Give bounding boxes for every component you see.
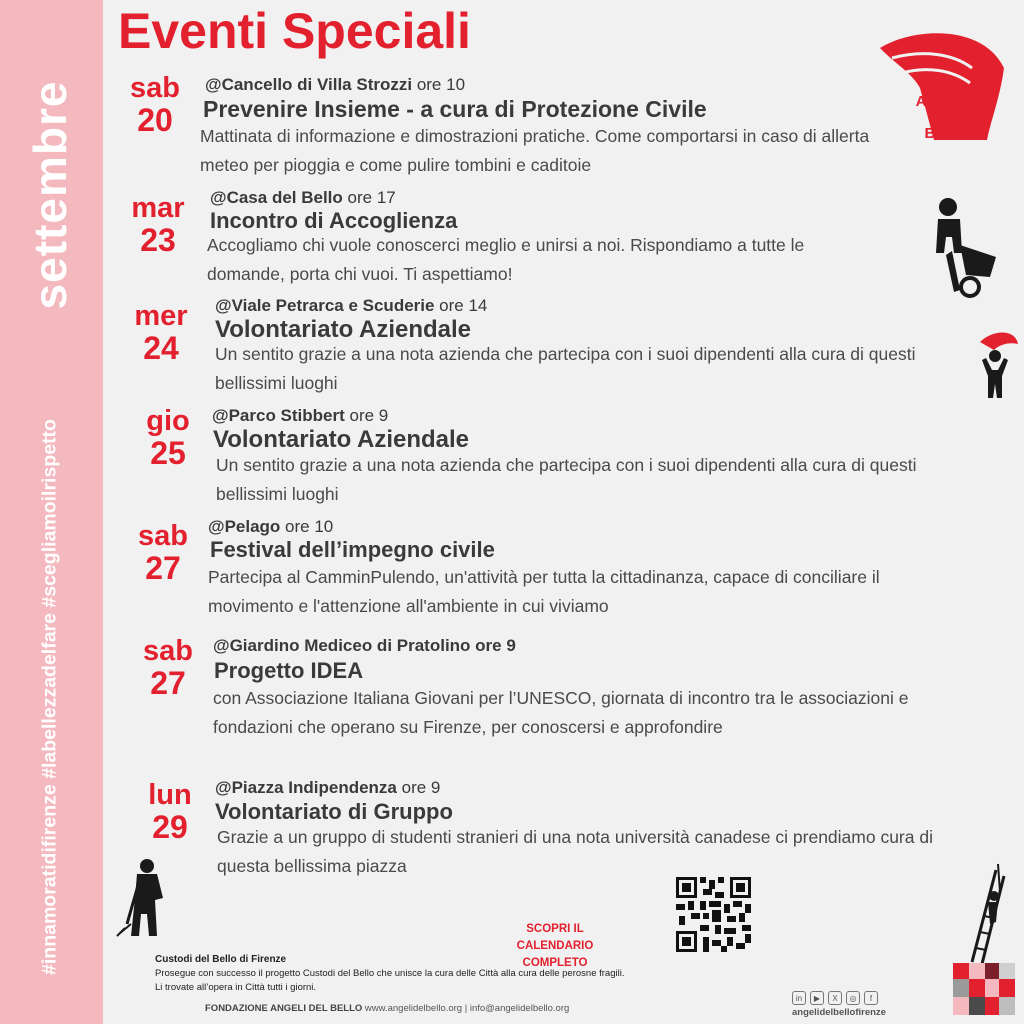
event-location <box>205 75 465 95</box>
hashtags: #innamoratidifirenze #labellezzadelfare #sceglia​moilrispetto <box>38 419 61 975</box>
event-date <box>118 193 198 257</box>
event-weekday: lun <box>148 779 192 811</box>
event-date <box>123 521 203 585</box>
event-time: ore 10 <box>280 517 334 536</box>
color-mosaic-decoration <box>953 963 1015 1015</box>
sidebar <box>0 0 103 1024</box>
event-title: Prevenire Insieme - a cura di Protezione Civile <box>203 96 707 122</box>
footer-title: Custodi del Bello di Firenze <box>155 954 287 965</box>
event-day-number: 25 <box>150 435 186 471</box>
social-handle: angelidelbellofirenze <box>792 1007 886 1018</box>
event-location <box>212 406 388 426</box>
cta-line-2: CALENDARIO COMPLETO <box>516 940 594 969</box>
x-icon[interactable]: X <box>828 991 842 1005</box>
event-title: Progetto IDEA <box>214 658 364 683</box>
event-time: ore 14 <box>434 296 488 315</box>
event-description: Un sentito grazie a una nota azienda che partecipa con i suoi dipendenti alla cura di questi bellissimi luoghi <box>216 455 917 504</box>
event-description: Un sentito grazie a una nota azienda che partecipa con i suoi dipendenti alla cura di questi bellissimi luoghi <box>215 344 916 393</box>
footer-line-1: Prosegue con successo il progetto Custodi del Bello che unisce la cura delle Città alla cura delle perosne fragili. <box>155 968 625 979</box>
footer-info <box>155 953 795 995</box>
event-day-number: 20 <box>137 102 173 138</box>
event-weekday: sab <box>138 520 188 552</box>
event-time: ore 9 <box>396 778 441 797</box>
event-title: Volontariato Aziendale <box>213 426 470 453</box>
event-description: Mattinata di informazione e dimostrazioni pratiche. Come comportarsi in caso di allerta meteo per pioggia e come pulire tombini e caditoie <box>200 126 870 175</box>
event-description: Partecipa al CamminPulendo, un'attività per tutta la cittadinanza, capace di conciliare il movimento e l'attenzione all'ambiente in cui viviamo <box>208 567 880 616</box>
event-title: Incontro di Accoglienza <box>210 208 458 233</box>
event-location <box>215 296 487 316</box>
linkedin-icon[interactable]: in <box>792 991 806 1005</box>
event-date <box>130 780 210 844</box>
logo-line-2: DEL <box>935 109 965 126</box>
event-description: Accogliamo chi vuole conoscerci meglio e unirsi a noi. Rispondiamo a tutte le domande, porta chi vuoi. Ti aspettiamo! <box>207 235 805 284</box>
event-weekday: sab <box>130 72 180 104</box>
event-weekday: sab <box>143 635 193 667</box>
month-label: settembre <box>24 80 76 310</box>
event-location <box>208 517 333 537</box>
facebook-icon[interactable]: f <box>864 991 878 1005</box>
foundation-name: FONDAZIONE ANGELI DEL BELLO <box>205 1003 363 1014</box>
event-day-number: 24 <box>143 330 179 366</box>
contact-links[interactable]: www.angelidelbello.org | info@angelidelbello.org <box>362 1003 570 1014</box>
event-weekday: mar <box>131 192 185 224</box>
event-title: Festival dell’impegno civile <box>210 537 495 562</box>
event-place: @Casa del Bello <box>210 188 343 207</box>
angeli-del-bello-logo <box>872 28 1007 148</box>
page-title: Eventi Speciali <box>118 3 471 59</box>
event-time: ore 9 <box>344 406 389 425</box>
qr-code[interactable] <box>676 877 751 952</box>
event-date <box>128 636 208 700</box>
social-links <box>792 991 912 1018</box>
event-weekday: gio <box>146 405 190 437</box>
youtube-icon[interactable]: ▶ <box>810 991 824 1005</box>
event-time: ore 17 <box>342 188 396 207</box>
ladder-worker-icon <box>960 862 1010 967</box>
event-day-number: 23 <box>140 222 176 258</box>
footer-line-2: Li trovate all’opera in Città tutti i giorni. <box>155 982 317 993</box>
event-description: Grazie a un gruppo di studenti stranieri di una nota università canadese ci prendiamo cura di questa bellissima piazza <box>217 827 933 876</box>
wheelbarrow-worker-icon <box>930 195 1000 305</box>
event-place: @Viale Petrarca e Scuderie <box>215 296 435 315</box>
event-day-number: 29 <box>152 809 188 845</box>
event-place: @Giardino Mediceo di Pratolino ore 9 <box>213 636 516 655</box>
event-location <box>210 188 396 208</box>
foundation-contacts <box>205 1003 569 1014</box>
event-title: Volontariato di Gruppo <box>215 799 453 824</box>
event-date <box>128 406 208 470</box>
event-description: con Associazione Italiana Giovani per l’UNESCO, giornata di incontro tra le associazioni e fondazioni che operano su Firenze, per conoscersi e approfondire <box>213 688 909 737</box>
event-title: Volontariato Aziendale <box>215 316 472 343</box>
event-location <box>215 778 440 798</box>
event-place: @Pelago <box>208 517 281 536</box>
instagram-icon[interactable]: ◎ <box>846 991 860 1005</box>
event-date <box>115 73 195 137</box>
cta-line-1: SCOPRI IL <box>526 923 584 935</box>
event-day-number: 27 <box>145 550 181 586</box>
event-location <box>213 636 516 656</box>
event-place: @Parco Stibbert <box>212 406 345 425</box>
event-place: @Cancello di Villa Strozzi <box>205 75 413 94</box>
event-time: ore 10 <box>412 75 466 94</box>
event-date <box>121 301 201 365</box>
event-day-number: 27 <box>150 665 186 701</box>
event-weekday: mer <box>134 300 188 332</box>
logo-line-3: BELLO. <box>924 125 980 142</box>
sweeping-worker-icon <box>115 858 175 940</box>
logo-line-1: ANGELI <box>915 93 973 110</box>
angel-child-icon <box>970 330 1020 402</box>
event-place: @Piazza Indipendenza <box>215 778 397 797</box>
